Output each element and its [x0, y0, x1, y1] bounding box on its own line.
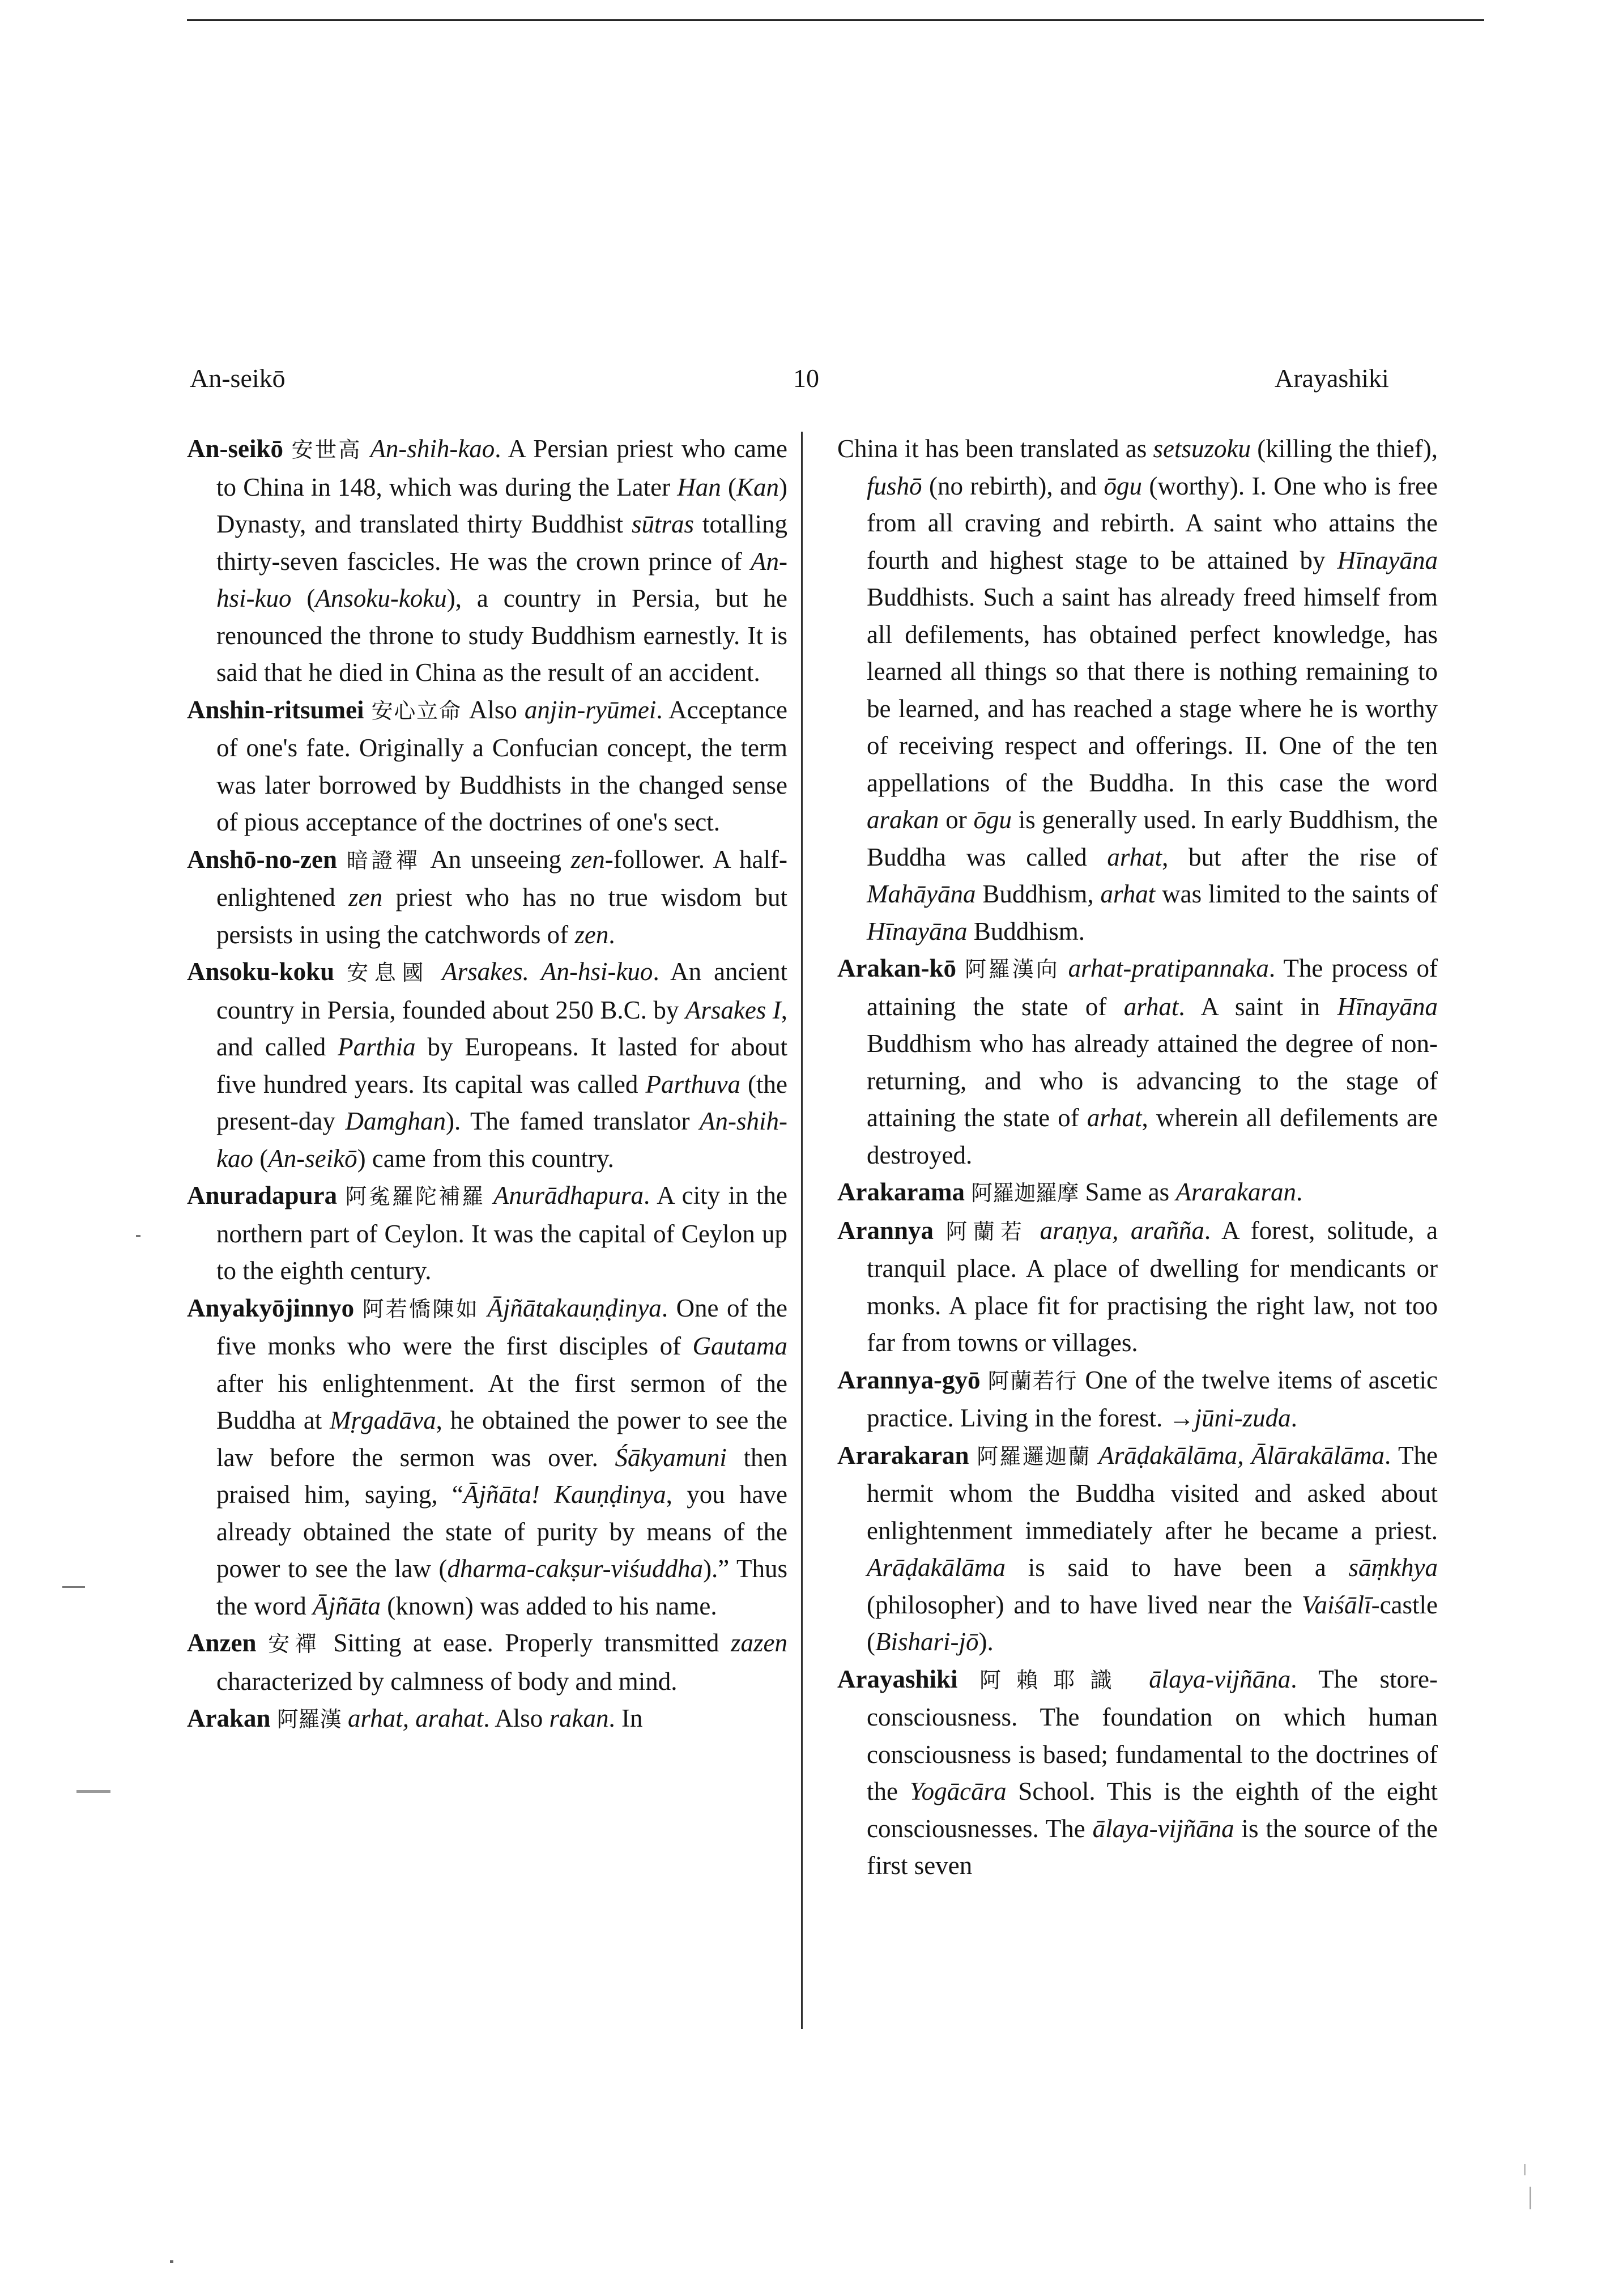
scan-speck — [1524, 2164, 1526, 2175]
italic-term: Hīnayāna — [867, 917, 968, 945]
entry-kanji: 安息國 — [347, 960, 430, 985]
left-column — [187, 431, 787, 1739]
italic-term: fushō — [867, 471, 922, 500]
entry-kanji: 阿羅漢 — [276, 1707, 342, 1732]
scan-speck — [1530, 2187, 1531, 2209]
entry-headword: Arakan — [187, 1704, 271, 1732]
dictionary-entry: Anzen 安禪 Sitting at ease. Properly transmitted zazen characterized by calmness of body and mind. — [187, 1629, 788, 1696]
italic-term: Bishari-jō — [875, 1628, 979, 1656]
italic-term: Arāḍakālāma — [867, 1553, 1006, 1582]
page-number: 10 — [793, 364, 819, 393]
dictionary-entry: An-seikō 安世高 An-shih-kao. A Persian priest who came to China in 148, which was during the Later Han (Kan) Dynasty, and translated thirty Buddhist sūtras totalling thirty-seven fascicles. He was the crown prince of An-hsi-kuo (Ansoku-koku), a country in Persia, but he renounced the throne to study Buddhism earnestly. It is said that he died in China as the result of an accident. — [187, 435, 787, 687]
entry-kanji: 阿蘭若行 — [987, 1368, 1078, 1394]
italic-term: zazen — [731, 1629, 788, 1657]
entry-continuation: China it has been translated as setsuzoku (killing the thief), fushō (no rebirth), and ōgu (worthy). I. One who is free from all craving and rebirth. A saint who attains the fourth and highest stage to be attained by Hīnayāna Buddhists. Such a saint has already freed himself from all defilements, has obtained perfect knowledge, has learned all things so that there is nothing remaining to be learned, and has reached a stage where he is worthy of receiving respect and offerings. II. One of the ten appellations of the Buddha. In this case the word arakan or ōgu is generally used. In early Buddhism, the Buddha was called arhat, but after the rise of Mahāyāna Buddhism, arhat was limited to the saints of Hīnayāna Buddhism. — [837, 435, 1438, 945]
dictionary-entry: Ararakaran 阿羅邏迦蘭 Arāḍakālāma, Ālārakālāma. The hermit whom the Buddha visited and asked about enlightenment immediately after he became a priest. Arāḍakālāma is said to have been a sāṃkhya (philosopher) and to have lived near the Vaiśālī-castle (Bishari-jō). — [837, 1441, 1438, 1656]
italic-term: Parthia — [338, 1033, 416, 1061]
entry-headword: Arakarama — [837, 1178, 965, 1206]
entry-kanji: 阿㝹羅陀補羅 — [345, 1184, 485, 1209]
italic-term: Arāḍakālāma, Ālārakālāma — [1098, 1441, 1385, 1469]
entry-kanji: 阿羅漢向 — [965, 957, 1060, 982]
italic-term: zen — [574, 920, 609, 949]
entry-headword: An-seikō — [187, 435, 284, 463]
running-head-left: An-seikō — [190, 364, 286, 393]
italic-term: Kan — [736, 472, 779, 501]
entry-headword: Anshō-no-zen — [187, 845, 338, 874]
italic-term: ālaya-vijñāna — [1092, 1814, 1234, 1843]
italic-term: araṇya, arañña — [1040, 1216, 1204, 1245]
dictionary-entry: Arayashiki 阿賴耶識 ālaya-vijñāna. The store-consciousness. The foundation on which human consciousness is based; fundamental to the doctrines of the Yogācāra School. This is the eighth of the eight consciousnesses. The ālaya-vijñāna is the source of the first seven — [837, 1664, 1438, 1880]
dictionary-entry: Anuradapura 阿㝹羅陀補羅 Anurādhapura. A city in the northern part of Ceylon. It was the capital of Ceylon up to the eighth century. — [187, 1181, 787, 1285]
italic-term: Ājñātakauṇḍinya — [487, 1293, 662, 1322]
italic-term: Damghan — [345, 1107, 446, 1135]
entry-kanji: 阿蘭若 — [945, 1219, 1028, 1244]
italic-term: Hīnayāna — [1337, 992, 1438, 1021]
dictionary-entry: Arannya-gyō 阿蘭若行 One of the twelve items of ascetic practice. Living in the forest. →jūni-zuda. — [837, 1365, 1438, 1432]
italic-term: Arsakes I — [685, 995, 781, 1024]
entry-headword: Ansoku-koku — [187, 957, 335, 986]
italic-term: jūni-zuda — [1194, 1404, 1291, 1432]
column-divider — [801, 432, 803, 2029]
italic-term: Ansoku-koku — [315, 584, 447, 612]
entry-headword: Arakan-kō — [837, 954, 957, 982]
italic-term: Ararakaran — [1175, 1178, 1296, 1206]
entry-headword: Arayashiki — [837, 1664, 958, 1693]
italic-term: Ājñāta! Kauṇḍinya — [463, 1480, 666, 1509]
italic-term: ōgu — [1104, 471, 1142, 500]
italic-term: Hīnayāna — [1337, 546, 1438, 574]
entry-headword: Arannya-gyō — [837, 1365, 981, 1394]
italic-term: ālaya-vijñāna — [1149, 1664, 1291, 1693]
scan-speck — [62, 1586, 85, 1588]
right-column — [837, 431, 1438, 1885]
italic-term: Anurādhapura — [493, 1181, 644, 1209]
entry-headword: Anshin-ritsumei — [187, 695, 364, 724]
scan-speck — [170, 2260, 173, 2263]
italic-term: sāṃkhya — [1348, 1553, 1438, 1582]
italic-term: arhat — [1107, 842, 1162, 871]
dictionary-entry: Arakarama 阿羅迦羅摩 Same as Ararakaran. — [837, 1178, 1303, 1206]
italic-term: arakan — [867, 806, 939, 834]
italic-term: sūtras — [632, 510, 695, 538]
scan-speck — [76, 1790, 110, 1793]
italic-term: Gautama — [692, 1332, 787, 1360]
dictionary-entry: Ansoku-koku 安息國 Arsakes. An-hsi-kuo. An ancient country in Persia, founded about 250 B.C. by Arsakes I, and called Parthia by Europeans. It lasted for about five hundred years. Its capital was called Parthuva (the present-day Damghan). The famed translator An-shih-kao (An-seikō) came from this country. — [187, 957, 788, 1173]
italic-term: Arsakes. An-hsi-kuo — [442, 957, 653, 986]
italic-term: dharma-cakṣur-viśuddha — [447, 1554, 704, 1583]
italic-term: Vaiśālī — [1302, 1590, 1371, 1619]
italic-term: Mṛgadāva — [330, 1406, 436, 1434]
italic-term: arhat-pratipannaka — [1068, 954, 1269, 982]
italic-term: Parthuva — [645, 1070, 740, 1098]
italic-term: zen — [348, 883, 383, 911]
entry-kanji: 阿羅迦羅摩 — [971, 1181, 1079, 1205]
italic-term: arhat — [1123, 992, 1179, 1021]
dictionary-entry: Anyakyōjinnyo 阿若憍陳如 Ājñātakauṇḍinya. One of the five monks who were the first disciples of Gautama after his enlightenment. At the first sermon of the Buddha at Mṛgadāva, he obtained the power to see the law before the sermon was over. Śākyamuni then praised him, saying, “Ājñāta! Kauṇḍinya, you have already obtained the state of purity by means of the power to see the law (dharma-cakṣur-viśuddha).” Thus the word Ājñāta (known) was added to his name. — [187, 1293, 788, 1620]
entry-kanji: 安世高 — [291, 437, 362, 462]
italic-term: setsuzoku — [1153, 435, 1251, 463]
italic-term: Han — [677, 472, 721, 501]
italic-term: Śākyamuni — [615, 1443, 727, 1472]
top-rule — [187, 19, 1484, 21]
entry-kanji: 暗證禪 — [346, 847, 421, 873]
entry-kanji: 阿賴耶識 — [979, 1667, 1127, 1693]
entry-headword: Arannya — [837, 1216, 934, 1245]
dictionary-entry: Anshō-no-zen 暗證禪 An unseeing zen-follower. A half-enlightened zen priest who has no true wisdom but persists in using the catchwords of zen. — [187, 845, 787, 949]
italic-term: Ājñāta — [312, 1591, 381, 1620]
running-head-right: Arayashiki — [1275, 364, 1389, 393]
entry-kanji: 安禪 — [268, 1632, 322, 1656]
italic-term: Mahāyāna — [867, 880, 976, 908]
entry-kanji: 阿若憍陳如 — [362, 1296, 479, 1322]
italic-term: ōgu — [973, 806, 1012, 834]
dictionary-entry: Arakan-kō 阿羅漢向 arhat-pratipannaka. The process of attaining the state of arhat. A saint in Hīnayāna Buddhism who has already attained the degree of non-returning, and who is advancing to the stage of attaining the state of arhat, wherein all defilements are destroyed. — [837, 954, 1438, 1169]
scan-speck — [136, 1235, 140, 1237]
italic-term: arhat, arahat — [348, 1704, 484, 1732]
entry-headword: Ararakaran — [837, 1441, 969, 1469]
italic-term: anjin-ryūmei — [524, 695, 657, 724]
entry-kanji: 阿羅邏迦蘭 — [977, 1443, 1091, 1469]
italic-term: rakan — [549, 1704, 609, 1732]
dictionary-entry: Arannya 阿蘭若 araṇya, arañña. A forest, solitude, a tranquil place. A place of dwelling for mendicants or monks. A place fit for practising the right law, not too far from towns or villages. — [837, 1216, 1438, 1357]
dictionary-entry: Arakan 阿羅漢 arhat, arahat. Also rakan. In — [187, 1704, 643, 1732]
entry-kanji: 安心立命 — [371, 698, 462, 723]
entry-headword: Anyakyōjinnyo — [187, 1293, 355, 1322]
italic-term: zen — [570, 845, 605, 874]
italic-term: arhat — [1100, 880, 1156, 908]
italic-term: An-seikō — [268, 1144, 357, 1173]
entry-headword: Anzen — [187, 1629, 257, 1657]
italic-term: An-hsi-kuo — [216, 547, 787, 612]
italic-term: An-shih-kao — [216, 1107, 787, 1173]
italic-term: An-shih-kao — [370, 435, 495, 463]
entry-headword: Anuradapura — [187, 1181, 338, 1209]
italic-term: Yogācāra — [909, 1777, 1007, 1805]
italic-term: arhat — [1087, 1104, 1142, 1132]
dictionary-entry: Anshin-ritsumei 安心立命 Also anjin-ryūmei. Acceptance of one's fate. Originally a Confucian concept, the term was later borrowed by Buddhists in the changed sense of pious acceptance of the doctrines of one's sect. — [187, 695, 787, 836]
